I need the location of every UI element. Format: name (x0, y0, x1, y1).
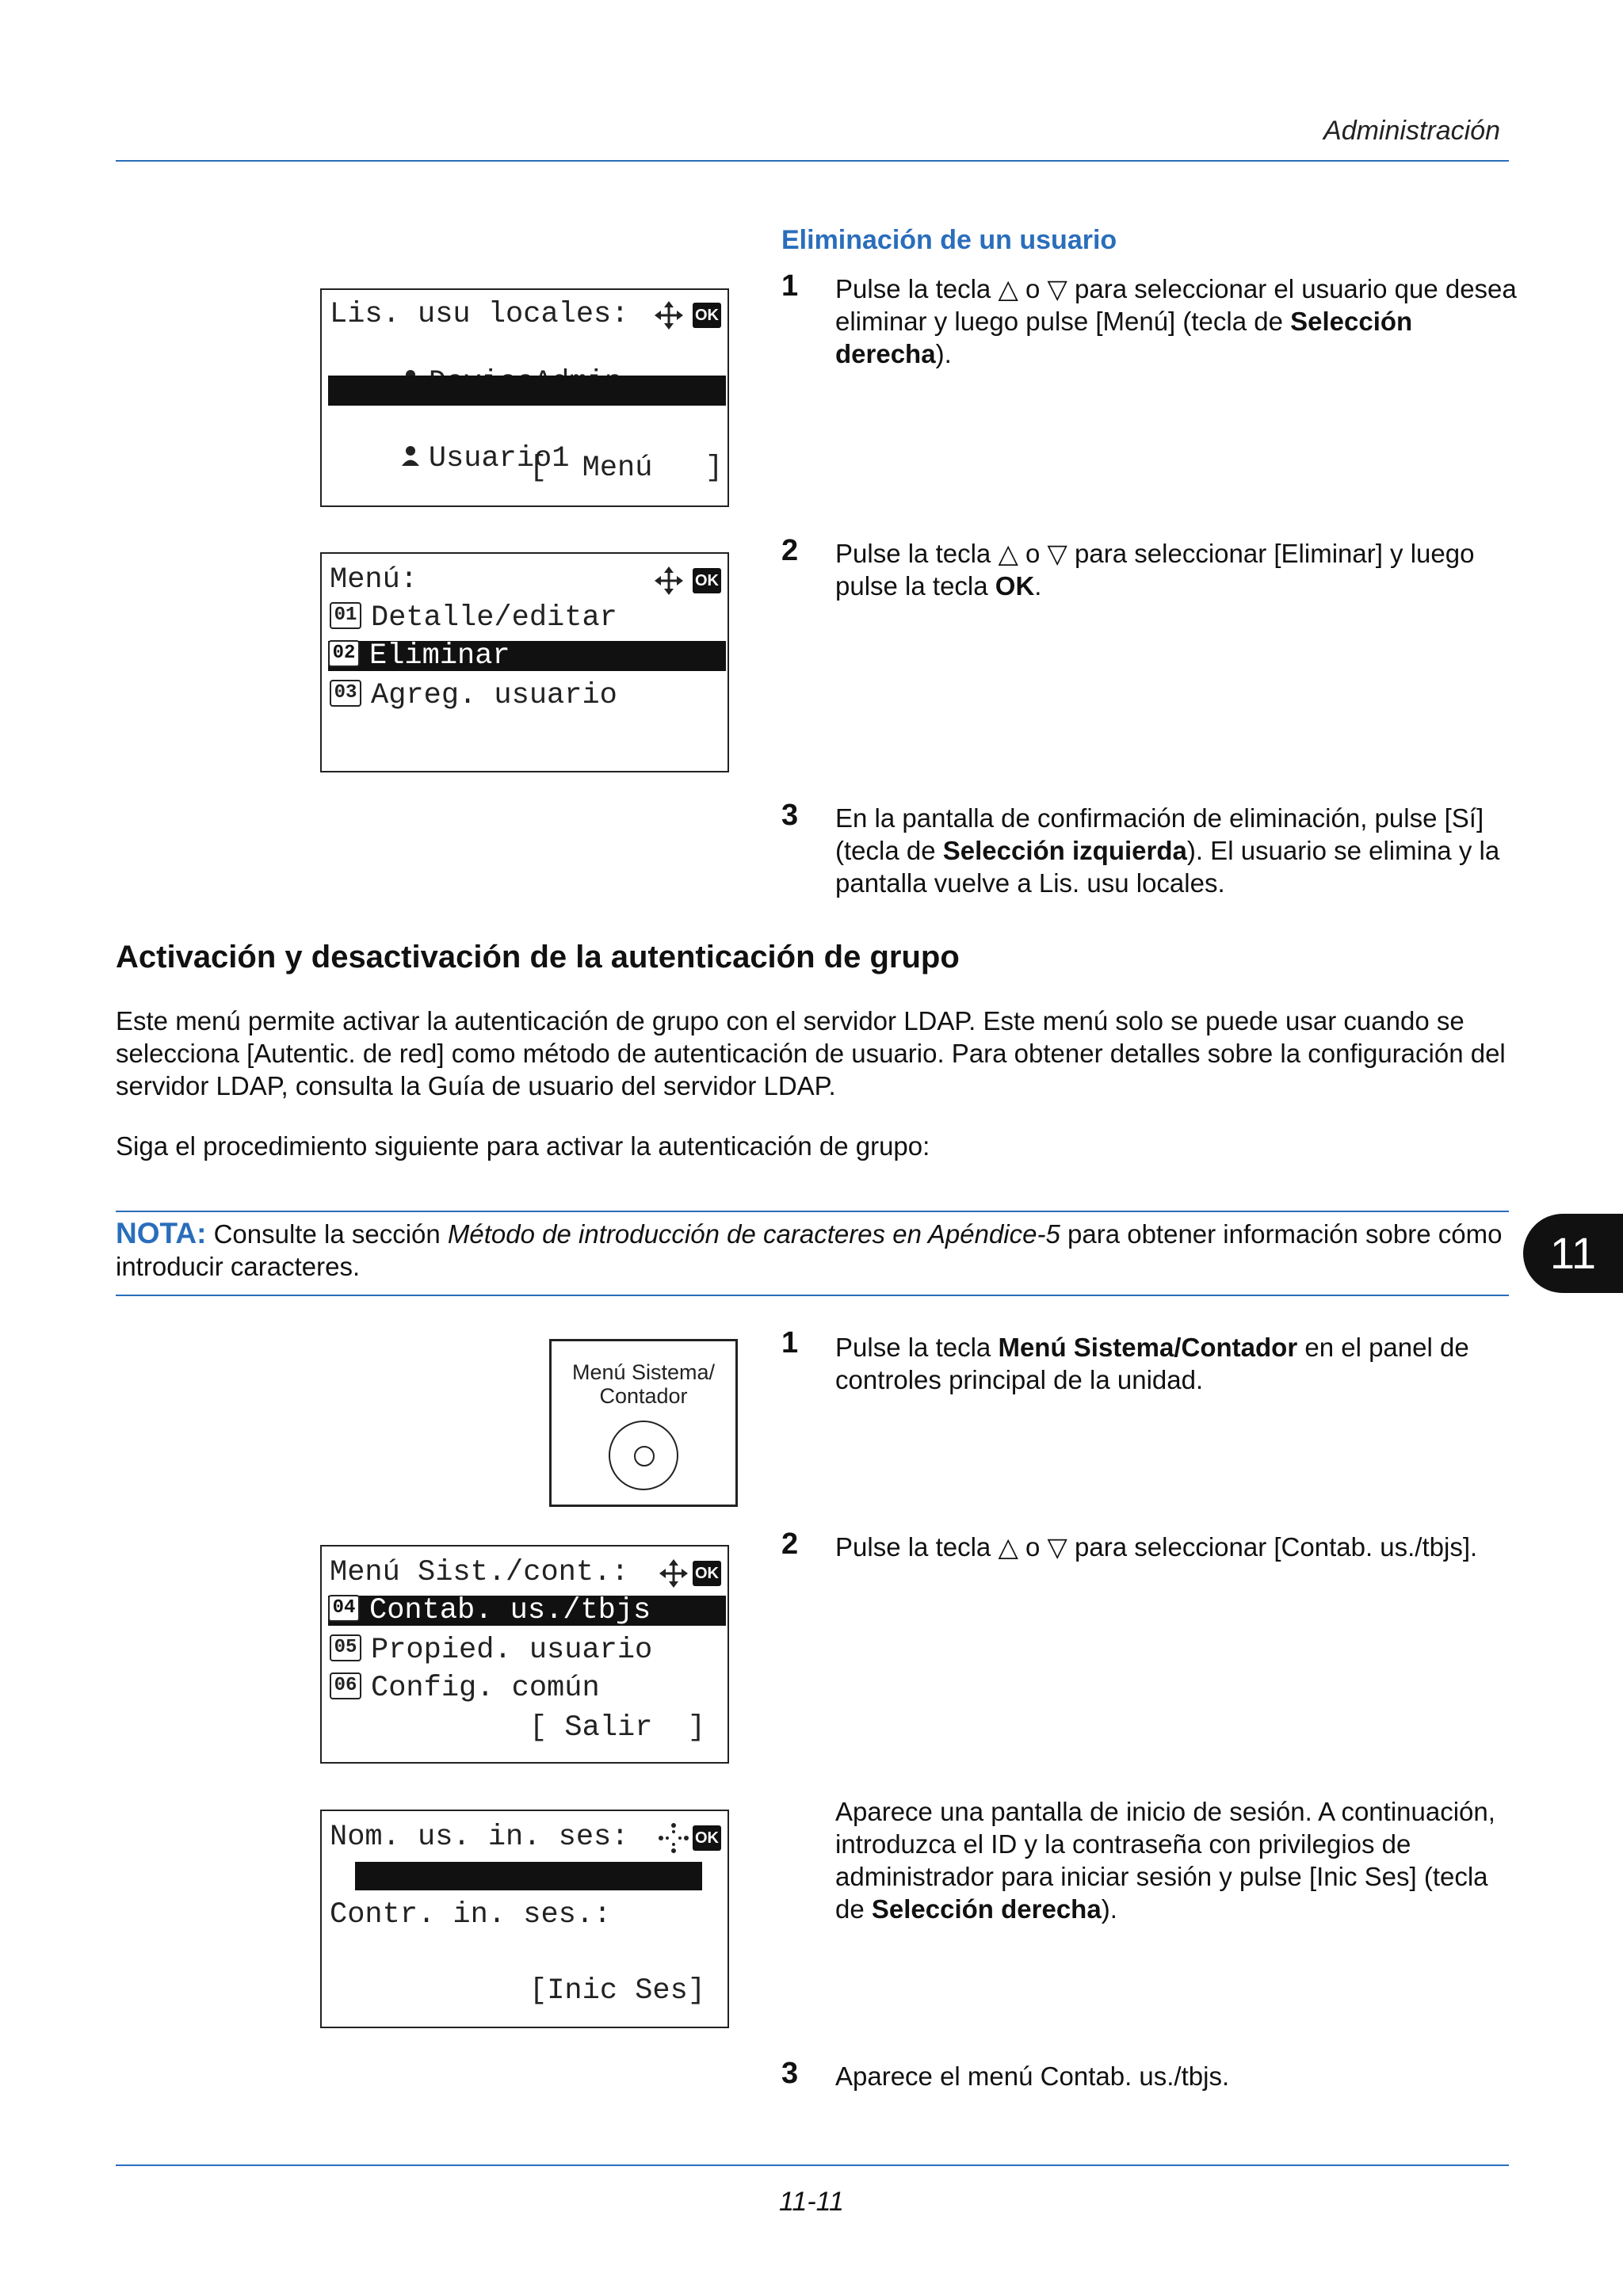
lcd-softkey-login: [Inic Ses] (529, 1974, 706, 2008)
lcd-user-row-selected (328, 376, 726, 437)
lcd-menu-item: 01 Detalle/editar (330, 603, 726, 633)
step-number: 1 (781, 1326, 799, 1360)
lcd-menu-item: 06 Config. común (330, 1673, 726, 1703)
lcd-menu-item-selected: 02 Eliminar (328, 641, 726, 671)
ok-icon: OK (693, 568, 721, 593)
lcd-softkey-exit: [ Salir ] (529, 1711, 706, 1745)
lcd-menu-item-selected: 04 Contab. us./tbjs (328, 1596, 726, 1626)
lcd-login-screen (320, 1810, 729, 2028)
system-menu-key-label: Menú Sistema/ Contador (571, 1360, 716, 1408)
lcd-user-label: Admin (426, 404, 515, 437)
section-title-delete-user: Eliminación de un usuario (781, 225, 1117, 255)
ok-icon: OK (693, 1561, 721, 1586)
navigation-arrows-icon (653, 299, 685, 331)
page-number: 11-11 (779, 2187, 844, 2217)
navigation-arrows-icon (658, 1822, 689, 1854)
lcd-title: Menú Sist./cont.: (330, 1556, 629, 1589)
lcd-menu (320, 552, 729, 772)
intro-paragraph: Este menú permite activar la autenticación de grupo con el servidor LDAP. Este menú solo se puede usar cuando se selecciona [Autentic. de red] como método de autenticación de usuario. Para obtener detalles sobre la configuración del servidor LDAP, consulta la Guía de usuario del servidor LDAP. (116, 1006, 1506, 1100)
step-text: Pulse la tecla △ o ▽ para seleccionar [Eliminar] y luego pulse la tecla OK. (835, 539, 1475, 601)
chapter-tab: 11 (1523, 1214, 1623, 1293)
step-text: En la pantalla de confirmación de eliminación, pulse [Sí] (tecla de Selección izquierda). El usuario se elimina y la pantalla vuelve a Lis. usu locales. (835, 803, 1500, 898)
lcd-title: Lis. usu locales: (330, 298, 629, 331)
lcd-password-label: Contr. in. ses.: (330, 1898, 612, 1932)
lcd-menu-item: 05 Propied. usuario (330, 1635, 726, 1665)
step-text: Aparece el menú Contab. us./tbjs. (835, 2061, 1230, 2091)
ok-icon: OK (693, 303, 721, 328)
step-text: Pulse la tecla Menú Sistema/Contador en el panel de controles principal de la unidad. (835, 1333, 1469, 1394)
note-text: NOTA: Consulte la sección Método de introducción de caracteres en Apéndice-5 para obtener información sobre cómo introducir caracteres. (116, 1217, 1503, 1281)
login-name-input-highlight (355, 1862, 702, 1890)
footer-rule (116, 2164, 1509, 2166)
lcd-local-users-list (320, 288, 729, 507)
header-title: Administración (1323, 116, 1500, 146)
step-text: Pulse la tecla △ o ▽ para seleccionar [Contab. us./tbjs]. (835, 1532, 1478, 1562)
step-number: 3 (781, 2057, 799, 2090)
lcd-softkey-menu: [ Menú ] (529, 452, 724, 485)
lcd-user-label: Usuario1 (428, 442, 570, 475)
ok-icon: OK (693, 1825, 721, 1851)
step-number: 2 (781, 534, 799, 567)
user-icon (400, 444, 421, 467)
step-number: 3 (781, 799, 799, 832)
step-number: 1 (781, 269, 799, 303)
key-button-icon (609, 1421, 678, 1490)
step-number: 2 (781, 1527, 799, 1561)
lcd-title: Menú: (330, 563, 418, 597)
lcd-system-menu (320, 1545, 729, 1764)
system-menu-counter-key (549, 1339, 738, 1507)
navigation-arrows-icon (653, 565, 685, 597)
step-text: Aparece una pantalla de inicio de sesión. A continuación, introduzca el ID y la contraseña con privilegios de administrador para iniciar sesión y pulse [Inic Ses] (tecla de Selección derecha). (835, 1797, 1495, 1924)
lcd-menu-item: 03 Agreg. usuario (330, 681, 726, 711)
lcd-title: Nom. us. in. ses: (330, 1821, 629, 1854)
section-heading-group-auth: Activación y desactivación de la autenticación de grupo (116, 940, 960, 974)
procedure-paragraph: Siga el procedimiento siguiente para activar la autenticación de grupo: (116, 1131, 930, 1161)
step-text: Pulse la tecla △ o ▽ para seleccionar el usuario que desea eliminar y luego pulse [Menú] (tecla de Selección derecha). (835, 274, 1517, 368)
lcd-user-row (330, 338, 726, 368)
navigation-arrows-icon (658, 1558, 689, 1589)
header-rule (116, 160, 1509, 162)
